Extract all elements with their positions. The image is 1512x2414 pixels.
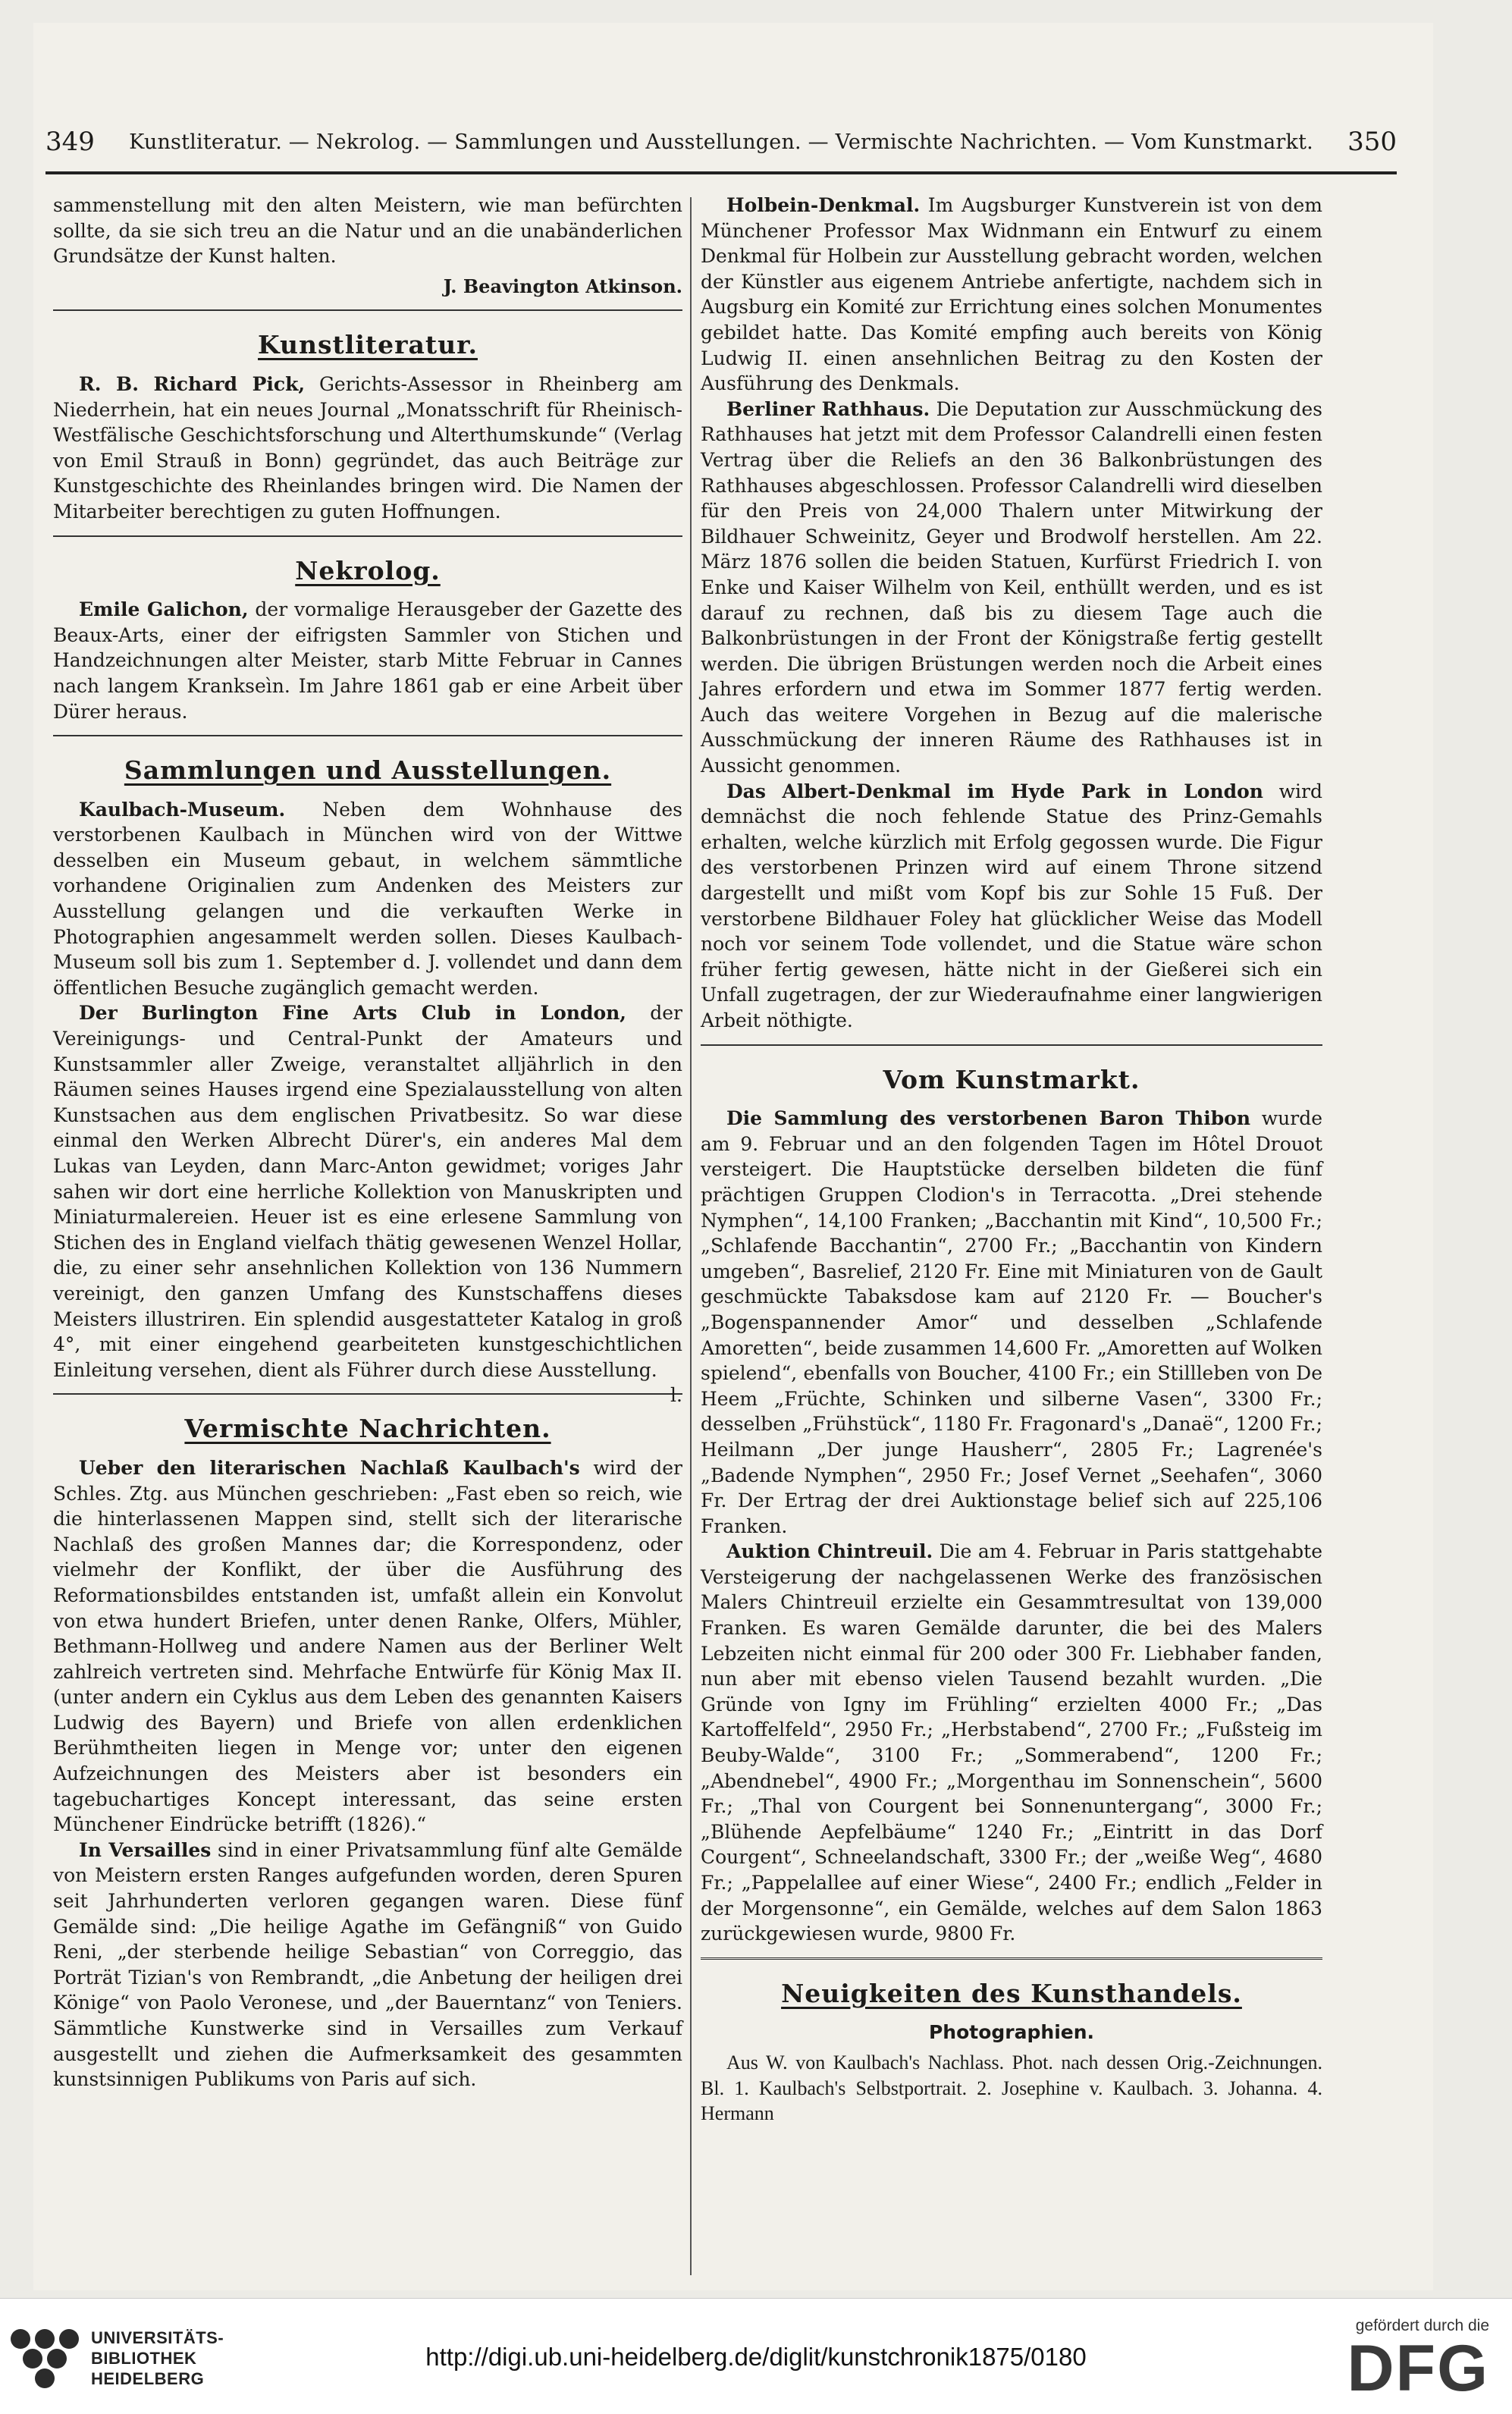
page-number-left: 349 [45, 127, 95, 157]
section-title-kunsthandel: Neuigkeiten des Kunsthandels. [781, 1978, 1242, 2008]
section-rule [701, 1044, 1322, 1046]
paragraph-body: sind in einer Privatsammlung fünf alte Gemälde von Meistern ersten Ranges aufgefunden worden, deren Spuren seit Jahrhunderten verloren gegangen waren. Diese fünf Gemälde sind: „Die heilige Agathe im Gefängniß“ von Guido Reni, „der sterbende heilige Sebastian“ von Correggio, das Porträt Tizian's von Rembrandt, „die Anbetung der heiligen drei Könige“ von Paolo Veronese, und „der Bauerntanz“ von Teniers. Sämmtliche Kunstwerke sind in Versailles zum Verkauf ausgestellt und ziehen die Aufmerksamkeit des gesammten kunstsinnigen Publikums von Paris auf sich. [53, 1838, 683, 2091]
paragraph-lead: Holbein-Denkmal. [726, 194, 921, 216]
running-title: Kunstliteratur. — Nekrolog. — Sammlungen und Ausstellungen. — Vermischte Nachrichten. — Vom Kunstmarkt. [129, 130, 1313, 154]
paragraph-lead: Emile Galichon, [79, 598, 249, 621]
funded-by-text: gefördert durch die [1355, 2317, 1489, 2334]
paragraph-lead: In Versailles [79, 1838, 212, 1861]
kunsthandel-entry: Aus W. von Kaulbach's Nachlass. Phot. nach dessen Orig.-Zeichnungen. Bl. 1. Kaulbach's Selbstportrait. 2. Josephine v. Kaulbach. 3. Johanna. 4. Hermann [701, 2051, 1322, 2125]
sammlungen-paragraph-1 [53, 797, 682, 1001]
paragraph-body: Neben dem Wohnhause des verstorbenen Kaulbach in München wird von der Wittwe desselben ein Museum gebaut, in welchem sämmtliche vorhandene Originalien zum Andenken des Meisters zur Ausstellung gelangen und die verkauften Werke in Photographien angesammelt werden sollen. Dieses Kaulbach-Museum soll bis zum 1. September d. J. vollendet und dann dem öffentlichen Besuche zugänglich gemacht werden. [53, 798, 682, 999]
dfg-wordmark: DFG [1347, 2332, 1489, 2405]
paragraph-lead: Der Burlington Fine Arts Club in London, [79, 1002, 626, 1025]
section-title-nekrolog: Nekrolog. [295, 555, 441, 585]
section-rule [701, 1957, 1322, 1960]
paragraph-lead: R. B. Richard Pick, [79, 372, 306, 395]
page-number-right: 350 [1347, 127, 1397, 157]
holbein-paragraph [701, 193, 1322, 397]
paragraph-body: wird demnächst die noch fehlende Statue des Prinz-Gemahls erhalten, welche kürzlich mit Erfolg gegossen wurde. Die Figur des verstorbenen Prinzen wird auf einem Throne sitzend dargestellt und mißt vom Kopf bis zur Sohle 15 Fuß. Der verstorbene Bildhauer Foley hat glücklicher Weise das Modell noch vor seinem Tode vollendet, und die Statue wäre schon früher fertig gewesen, hätte nicht in der Gießerei sich ein Unfall zugetragen, der zur Wiederaufnahme einer langwierigen Arbeit nöthigte. [701, 780, 1322, 1031]
paragraph-lead: Berliner Rathhaus. [726, 397, 930, 420]
paragraph-lead: Ueber den literarischen Nachlaß Kaulbach's [79, 1456, 580, 1479]
kunstliteratur-paragraph [53, 372, 682, 525]
paragraph-body: Im Augsburger Kunstverein ist von dem Münchener Professor Max Widnmann ein Entwurf zu einem Denkmal für Holbein zur Ausstellung gebracht worden, welchen der Künstler aus eigenem Antriebe anfertigte, nachdem sich in Augsburg ein Komité zur Errichtung eines solchen Monumentes gebildet hatte. Das Komité empfing auch bereits von König Ludwig II. einen ansehnlichen Beitrag zu den Kosten der Ausführung des Denkmals. [701, 194, 1322, 395]
rathhaus-paragraph [701, 397, 1322, 779]
kunstmarkt-paragraph-2 [701, 1539, 1322, 1947]
section-title-kunstliteratur: Kunstliteratur. [258, 330, 478, 360]
library-name-line: HEIDELBERG [91, 2369, 205, 2388]
paragraph-lead: Das Albert-Denkmal im Hyde Park in London [726, 780, 1263, 802]
nekrolog-paragraph [53, 597, 682, 724]
paragraph-body: der vormalige Herausgeber der Gazette des Beaux-Arts, einer der eifrigsten Sammler von Stichen und Handzeichnungen alter Meister, starb Mitte Februar in Cannes nach langem Krankseìn. Im Jahre 1861 gab er eine Arbeit über Dürer heraus. [53, 598, 683, 723]
vermischte-paragraph-2 [53, 1838, 682, 2092]
paragraph-body: Die Deputation zur Ausschmückung des Rathhauses hat jetzt mit dem Professor Calandrelli einen festen Vertrag über die Reliefs an den 36 Balkonbrüstungen des Rathhauses abgeschlossen. Professor Calandrelli wird dieselben für den Preis von 24,000 Thalern unter Mitwirkung der Bildhauer Schweinitz, Geyer und Brodwolf herstellen. Am 22. März 1876 sollen die beiden Statuen, Kurfürst Friedrich I. von Enke und Kaiser Wilhelm von Keil, enthüllt werden, und es ist darauf zu rechnen, daß bis zu diesem Tage auch die Balkonbrüstungen in der Front der Königstraße fertig gestellt werden. Die übrigen Brüstungen werden noch die Arbeit eines Jahres erfordern und etwa im Sommer 1877 fertig werden. Auch das weitere Vorgehen in Bezug auf die malerische Ausschmückung der inneren Räume des Rathhauses ist in Aussicht genommen. [701, 397, 1322, 777]
paragraph-body: der Vereinigungs- und Central-Punkt der Amateurs und Kunstsammler aller Zweige, veranstaltet alljährlich in den Räumen seines Hauses irgend eine Spezialausstellung von alten Kunstsachen aus dem englischen Privatbesitz. So war diese einmal den Werken Albrecht Dürer's, ein anderes Mal dem Lukas van Leyden, dann Marc-Anton gewidmet; voriges Jahr sahen wir dort eine herrliche Kollektion von Manuskripten und Miniaturmalereien. Heuer ist es eine erlesene Sammlung von Stichen des in England vielfach thätig gewesenen Wenzel Hollar, die, zu einer sehr ansehnlichen Kollektion von 136 Nummern vereinigt, den ganzen Umfang des Kunstschaffens dieses Meisters illustriren. Ein splendid ausgestatteter Katalog in groß 4°, mit einer eingehend gearbeiteten kunstgeschichtlichen Einleitung versehen, dient als Führer durch diese Ausstellung. [53, 1002, 682, 1381]
column-divider [690, 197, 692, 2275]
section-title-kunstmarkt: Vom Kunstmarkt. [883, 1064, 1140, 1094]
intro-paragraph: sammenstellung mit den alten Meistern, wie man befürchten sollte, da sie sich treu an die Natur und an die unabänderlichen Grundsätze der Kunst halten. [53, 194, 682, 268]
running-head [45, 117, 1397, 167]
paragraph-signature: l. [670, 1384, 682, 1407]
scanned-page [33, 23, 1433, 2290]
section-rule [53, 735, 682, 736]
vermischte-paragraph-1 [53, 1455, 682, 1838]
paragraph-body: Die am 4. Februar in Paris stattgehabte Versteigerung der nachgelassenen Werke des französischen Malers Chintreuil erzielte ein Gesammtresultat von 139,000 Franken. Es waren Gemälde darunter, die bei des Malers Lebzeiten nicht einmal für 200 oder 300 Fr. Liebhaber fanden, nun aber mit ebenso vielen Tausend bezahlt wurden. „Die Gründe von Igny im Frühling“ erzielten 4000 Fr.; „Das Kartoffelfeld“, 2950 Fr.; „Herbstabend“, 2700 Fr.; „Fußsteig im Beuby-Walde“, 3100 Fr.; „Sommerabend“, 1200 Fr.; „Abendnebel“, 4900 Fr.; „Morgenthau im Sonnenschein“, 5600 Fr.; „Thal von Courgent bei Sonnenuntergang“, 3000 Fr.; „Blühende Aepfelbäume“ 1240 Fr.; „Eintritt in das Dorf Courgent“, Schneelandschaft, 3300 Fr.; der „weiße Weg“, 4680 Fr.; „Pappelallee auf einer Wiese“, 2400 Fr.; endlich „Felder in der Morgensonne“, ein Gemälde, welches auf dem Salon 1863 zurückgewiesen wurde, 9800 Fr. [701, 1540, 1322, 1945]
paragraph-lead: Die Sammlung des verstorbenen Baron Thibon [726, 1107, 1251, 1130]
library-name-line: BIBLIOTHEK [91, 2349, 197, 2368]
section-rule [53, 535, 682, 537]
subsection-title-photographien: Photographien. [928, 2021, 1095, 2044]
kunstmarkt-paragraph-1 [701, 1106, 1322, 1539]
header-rule [45, 171, 1397, 174]
left-column [53, 193, 682, 2092]
intro-signature: J. Beavington Atkinson. [443, 275, 682, 297]
sammlungen-paragraph-2 [53, 1000, 682, 1407]
digitization-footer [0, 2298, 1512, 2414]
paragraph-body: wird der Schles. Ztg. aus München geschrieben: „Fast eben so reich, wie die hinterlassenen Mappen sind, stellt sich der literarische Nachlaß des großen Mannes dar; die Korrespondenz, oder vielmehr der Konflikt, der über die Ausführung des Reformationsbildes entstanden ist, umfaßt allein ein Konvolut von etwa hundert Briefen, unter denen Ranke, Olfers, Mühler, Bethmann-Hollweg und andere Namen aus der Berliner Welt zahlreich vertreten sind. Mehrfache Entwürfe für König Max II. (unter andern ein Cyklus aus dem Leben des genannten Kaisers Ludwig des Bayern) und Briefe von allen erdenklichen Berühmtheiten liegen in Menge vor; unter den eigenen Aufzeichnungen des Meisters aber ist besonders ein tagebuchartiges Koncept interessant, das seine ersten Münchener Eindrücke betrifft (1826).“ [53, 1456, 682, 1836]
section-title-vermischte: Vermischte Nachrichten. [184, 1414, 551, 1444]
section-rule [53, 309, 682, 311]
source-url[interactable]: http://digi.ub.uni-heidelberg.de/diglit/kunstchronik1875/0180 [425, 2343, 1087, 2371]
paragraph-lead: Kaulbach-Museum. [79, 798, 286, 821]
section-title-sammlungen: Sammlungen und Ausstellungen. [124, 755, 612, 786]
right-column [701, 193, 1322, 2127]
library-name-line: UNIVERSITÄTS- [91, 2328, 224, 2347]
section-rule [53, 1393, 682, 1395]
albert-paragraph [701, 779, 1322, 1034]
paragraph-body: Gerichts-Assessor in Rheinberg am Niederrhein, hat ein neues Journal „Monatsschrift für Rheinisch-Westfälische Geschichtsforschung und Alterthumskunde“ (Verlag von Emil Strauß in Bonn) gegründet, das auch Beiträge zur Kunstgeschichte des Rheinlandes bringen wird. Die Namen der Mitarbeiter berechtigen zu guten Hoffnungen. [53, 372, 682, 523]
paragraph-body: wurde am 9. Februar und an den folgenden Tagen im Hôtel Drouot versteigert. Die Hauptstücke derselben bildeten die fünf prächtigen Gruppen Clodion's in Terracotta. „Drei stehende Nymphen“, 14,100 Franken; „Bacchantin mit Kind“, 10,500 Fr.; „Schlafende Bacchantin“, 2700 Fr.; „Bacchantin von Kindern umgeben“, Basrelief, 2120 Fr. Eine mit Miniaturen von de Gault geschmückte Tabaksdose kam auf 2120 Fr. — Boucher's „Bogenspannender Amor“ und desselben „Schlafende Amoretten“, beide zusammen 14,600 Fr. „Amoretten auf Wolken spielend“, ebenfalls von Boucher, 4100 Fr.; ein Stillleben von De Heem „Früchte, Schinken und silberne Vasen“, 3300 Fr.; desselben „Frühstück“, 1180 Fr. Fragonard's „Danaë“, 1200 Fr.; Heilmann „Der junge Hausherr“, 2805 Fr.; Lagrenée's „Badende Nymphen“, 2950 Fr.; Josef Vernet „Seehafen“, 3060 Fr. Der Ertrag der drei Auktionstage belief sich auf 225,106 Franken. [701, 1107, 1322, 1537]
dfg-logo [1347, 2317, 1489, 2405]
paragraph-lead: Auktion Chintreuil. [726, 1540, 933, 1563]
